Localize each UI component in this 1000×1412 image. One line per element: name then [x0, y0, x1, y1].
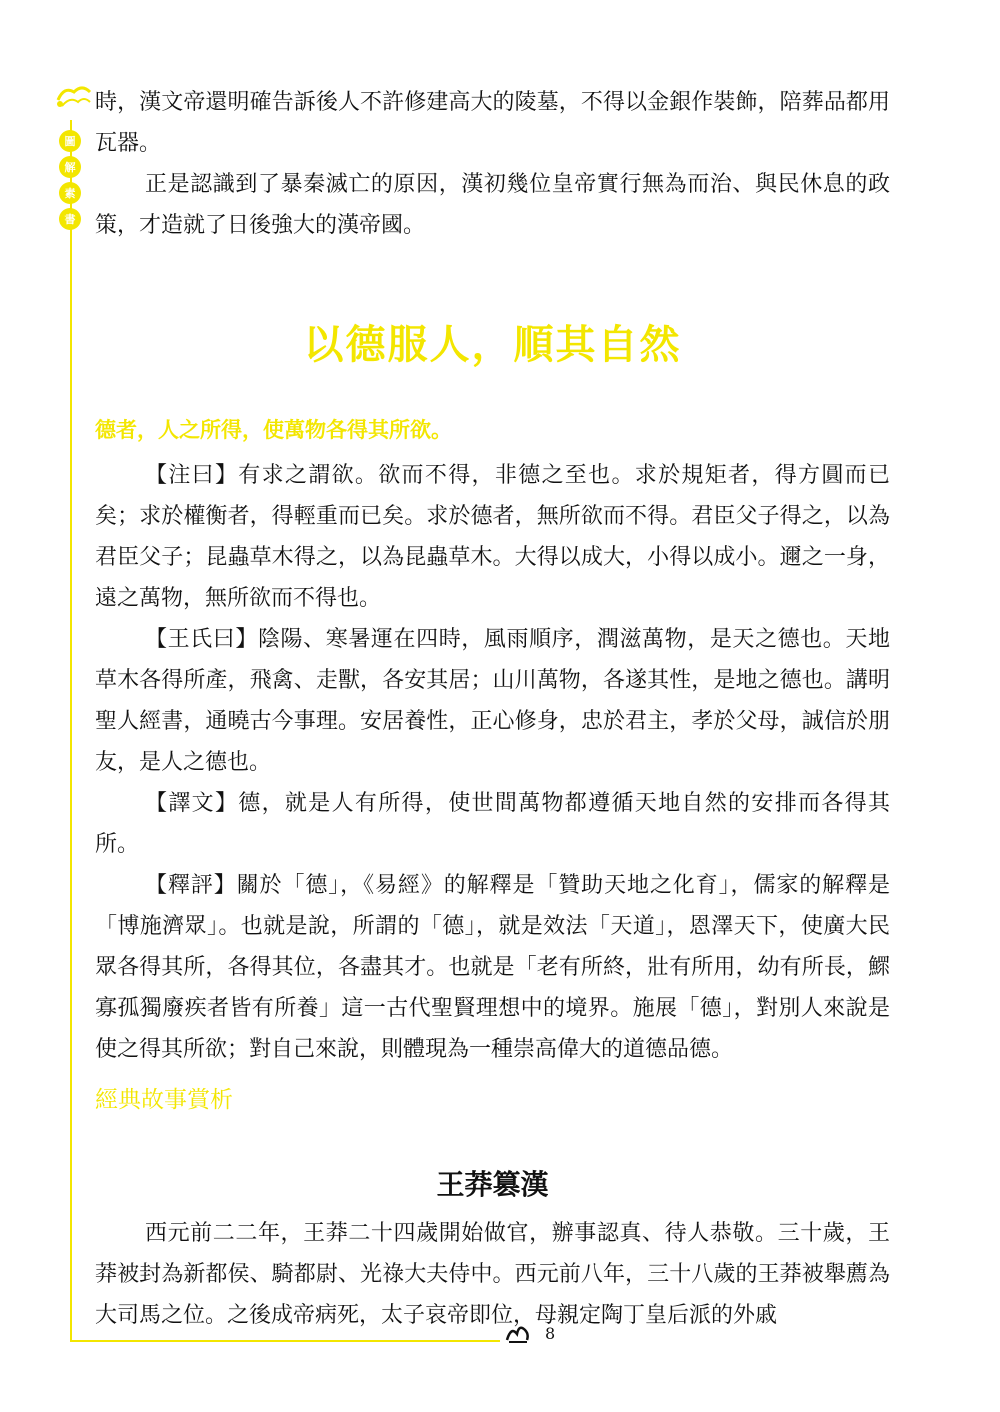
story-title: 王莽篡漢	[436, 1168, 549, 1201]
section-title: 以德服人，順其自然	[303, 321, 682, 368]
flourish-icon	[505, 1322, 531, 1344]
body-paragraph: 時，漢文帝還明確告訴後人不許修建高大的陵墓，不得以金銀作裝飾，陪葬品都用瓦器。	[95, 90, 890, 156]
annotation-paragraph: 【注曰】有求之謂欲。欲而不得，非德之至也。求於規矩者，得方圓而已矣；求於權衡者，得輕重而已矣。求於德者，無所欲而不得。君臣父子得之，以為君臣父子；昆蟲草木得之，以為昆蟲草木。大得以成大，小得以成小。邇之一身，遠之萬物，無所欲而不得也。	[95, 463, 890, 611]
scroll-ornament-icon	[54, 82, 94, 112]
series-badge: 解	[59, 156, 81, 178]
annotation-paragraph: 【釋評】關於「德」，《易經》的解釋是「贊助天地之化育」，儒家的解釋是「博施濟眾」。也就是說，所謂的「德」，就是效法「天道」，恩澤天下，使廣大民眾各得其所，各得其位，各盡其才。也就是「老有所終，壯有所用，幼有所長，鰥寡孤獨廢疾者皆有所養」這一古代聖賢理想中的境界。施展「德」，對別人來說是使之得其所欲；對自己來說，則體現為一種崇高偉大的道德品德。	[95, 873, 890, 1062]
body-paragraph: 正是認識到了暴秦滅亡的原因，漢初幾位皇帝實行無為而治、與民休息的政策，才造就了日後強大的漢帝國。	[95, 172, 890, 238]
story-paragraph: 西元前二二年，王莽二十四歲開始做官，辦事認真、待人恭敬。三十歲，王莽被封為新都侯、騎都尉、光祿大夫侍中。西元前八年，三十八歲的王莽被舉薦為大司馬之位。之後成帝病死，太子哀帝即位，母親定陶丁皇后派的外戚	[95, 1221, 890, 1328]
page-content	[95, 82, 890, 1336]
annotation-paragraph: 【王氏曰】陰陽、寒暑運在四時，風雨順序，潤滋萬物，是天之德也。天地草木各得所產，飛禽、走獸，各安其居；山川萬物，各遂其性，是地之德也。講明聖人經書，通曉古今事理。安居養性，正心修身，忠於君主，孝於父母，誠信於朋友，是人之德也。	[95, 627, 890, 775]
bottom-rule	[70, 1340, 500, 1342]
classic-story-heading: 經典故事賞析	[95, 1087, 233, 1113]
page-footer	[505, 1322, 555, 1344]
series-badge: 圖	[59, 130, 81, 152]
annotation-paragraph: 【譯文】德，就是人有所得，使世間萬物都遵循天地自然的安排而各得其所。	[95, 791, 890, 857]
side-rule	[70, 120, 72, 1340]
series-badge: 書	[59, 208, 81, 230]
series-badges	[59, 130, 81, 230]
series-badge: 素	[59, 182, 81, 204]
classic-quote: 德者，人之所得，使萬物各得其所欲。	[95, 418, 452, 442]
page-number: 8	[545, 1323, 556, 1343]
